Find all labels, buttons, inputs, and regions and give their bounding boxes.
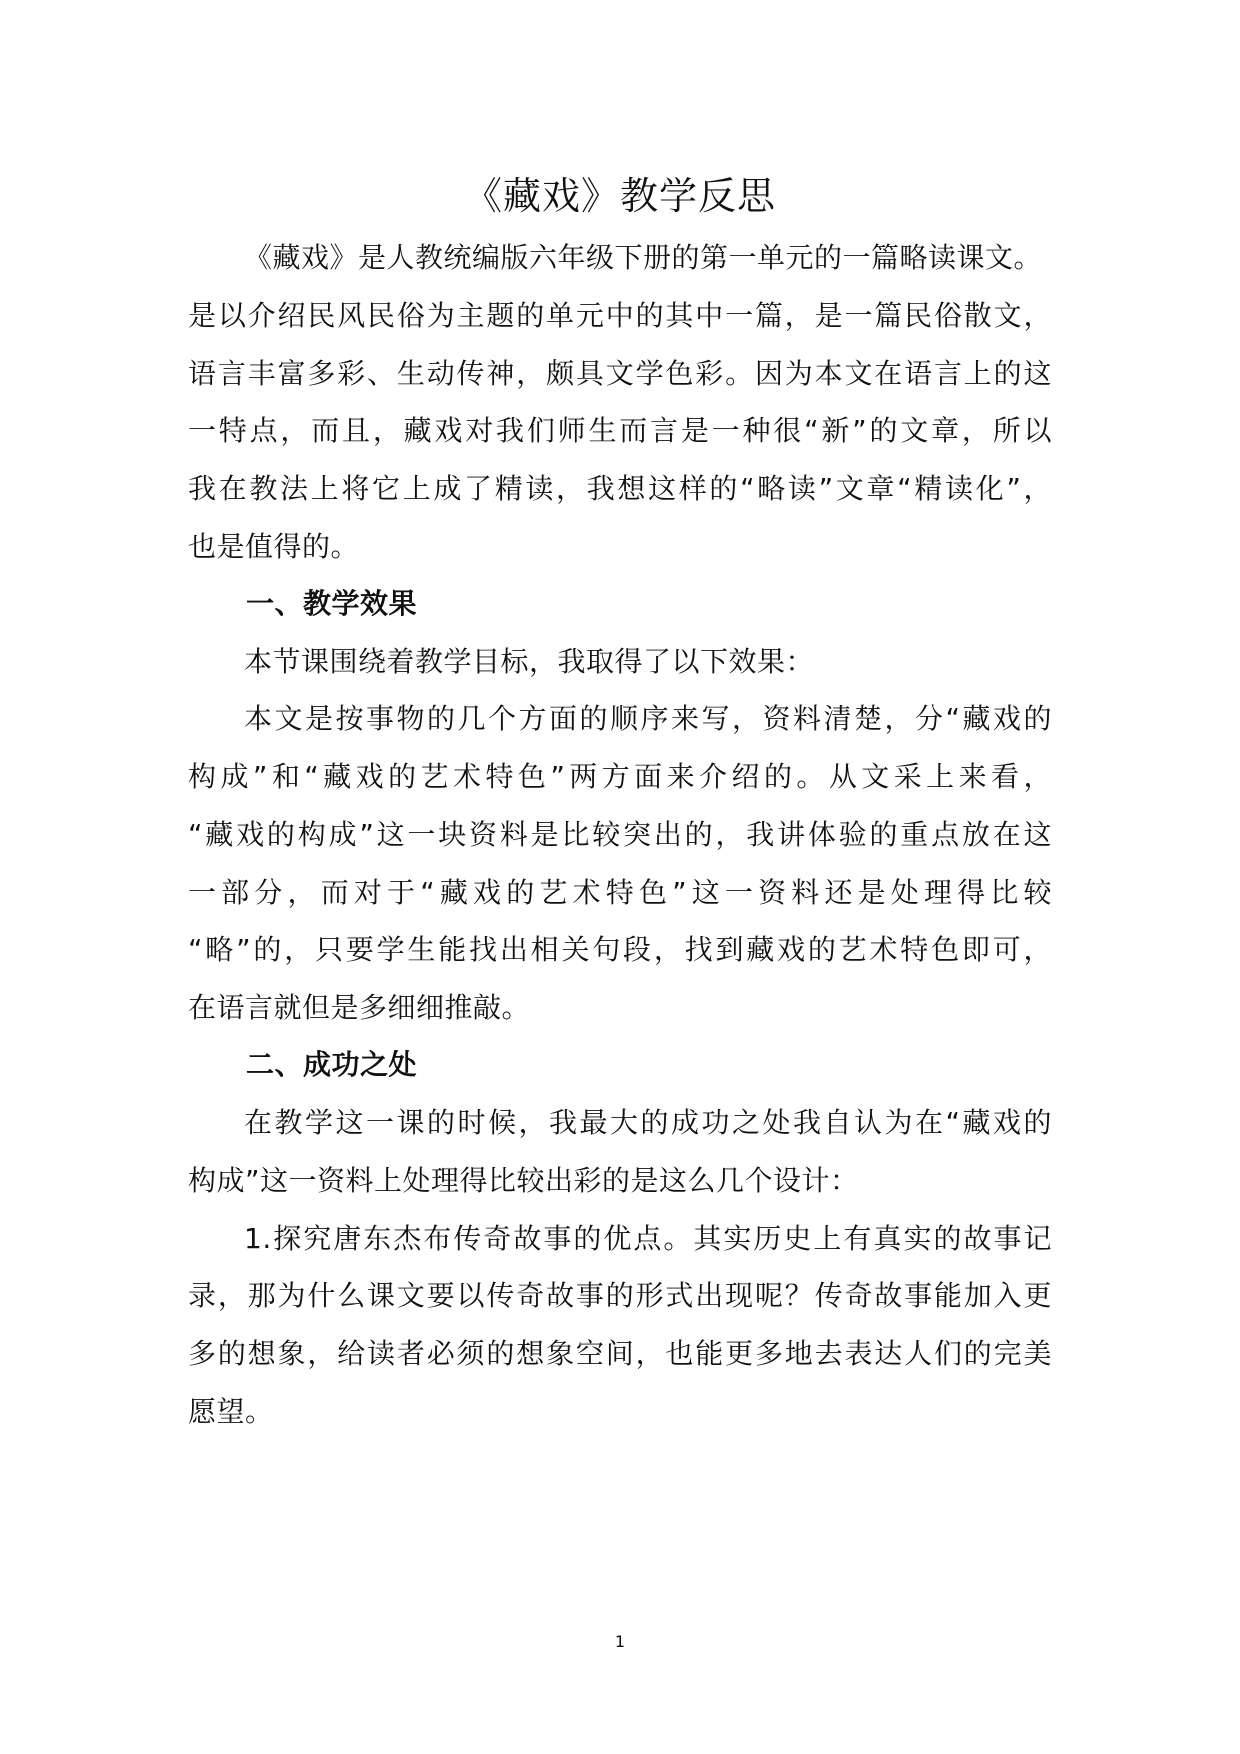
paragraph-line: 《藏戏》是人教统编版六年级下册的第一单元的一篇略读课文。 [244,241,1043,274]
paragraph-line: 录，那为什么课文要以传奇故事的形式出现呢？传奇故事能加入更 [188,1279,1052,1312]
paragraph-line: 愿望。 [188,1395,274,1428]
paragraph-line: “略”的，只要学生能找出相关句段，找到藏戏的艺术特色即可， [188,933,1052,966]
paragraph-line: 一特点，而且，藏戏对我们师生而言是一种很“新”的文章，所以 [188,414,1052,447]
paragraph-line: 在语言就但是多细细推敲。 [188,991,531,1024]
paragraph-line: 也是值得的。 [188,530,360,563]
paragraph-line: 是以介绍民风民俗为主题的单元中的其中一篇，是一篇民俗散文， [188,299,1052,332]
paragraph-line: 构成”这一资料上处理得比较出彩的是这么几个设计： [188,1164,859,1197]
paragraph-line: 本节课围绕着教学目标，我取得了以下效果： [244,645,815,678]
paragraph-line: 1.探究唐东杰布传奇故事的优点。其实历史上有真实的故事记 [244,1222,1052,1255]
paragraph-line: 多的想象，给读者必须的想象空间，也能更多地去表达人们的完美 [188,1337,1052,1370]
paragraph-line: 构成”和“藏戏的艺术特色”两方面来介绍的。从文采上来看， [188,760,1052,793]
section-heading: 二、成功之处 [246,1048,418,1081]
paragraph-line: 在教学这一课的时候，我最大的成功之处我自认为在“藏戏的 [244,1106,1052,1139]
page-number: 1 [614,1632,626,1651]
paragraph-line: 我在教法上将它上成了精读，我想这样的“略读”文章“精读化”， [188,472,1052,505]
paragraph-line: 语言丰富多彩、生动传神，颇具文学色彩。因为本文在语言上的这 [188,357,1052,390]
paragraph-line: 一部分，而对于“藏戏的艺术特色”这一资料还是处理得比较 [188,876,1052,909]
paragraph-line: “藏戏的构成”这一块资料是比较突出的，我讲体验的重点放在这 [188,818,1052,851]
document-title: 《藏戏》教学反思 [463,174,776,218]
section-heading: 一、教学效果 [246,587,418,620]
paragraph-line: 本文是按事物的几个方面的顺序来写，资料清楚，分“藏戏的 [244,702,1052,735]
